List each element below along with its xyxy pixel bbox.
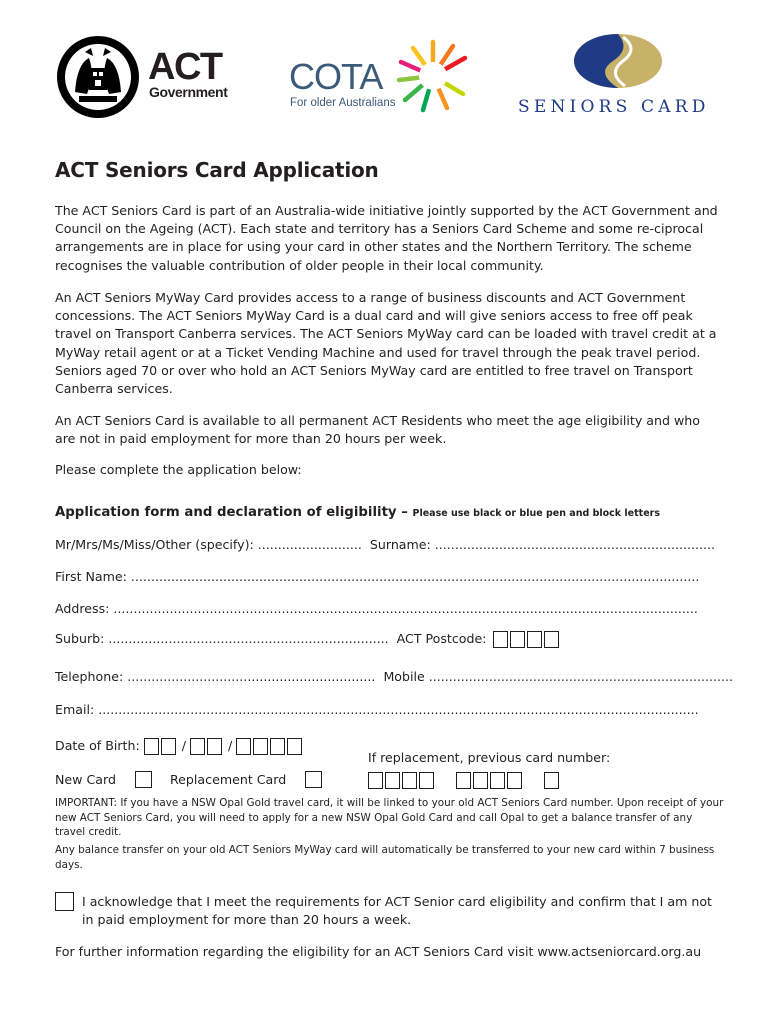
form-heading-note: Please use black or blue pen and block letters [412, 508, 660, 519]
postcode-digit-box[interactable] [544, 631, 559, 648]
act-logo-text: ACT [148, 46, 222, 88]
replacement-card-label: Replacement Card [170, 772, 287, 787]
mobile-field[interactable]: ............................................................................ [428, 669, 734, 684]
dob-year-box[interactable] [270, 738, 285, 755]
dob-year-box[interactable] [287, 738, 302, 755]
new-card-label: New Card [55, 772, 116, 787]
postcode-digit-box[interactable] [493, 631, 508, 648]
dob-month-box[interactable] [190, 738, 205, 755]
prev-card-digit-box[interactable] [507, 772, 522, 789]
previous-card-number-boxes [368, 770, 561, 789]
prev-card-digit-box[interactable] [402, 772, 417, 789]
dob-year-box[interactable] [236, 738, 251, 755]
dob-year-box[interactable] [253, 738, 268, 755]
postcode-digit-box[interactable] [527, 631, 542, 648]
suburb-row [55, 631, 561, 648]
email-field[interactable]: ...................................................................................................................................................... [98, 702, 699, 717]
first-name-label: First Name: [55, 569, 127, 584]
dob-label: Date of Birth: [55, 738, 140, 753]
telephone-label: Telephone: [55, 669, 124, 684]
dob-row [55, 738, 304, 755]
prev-card-digit-box[interactable] [456, 772, 471, 789]
prev-card-digit-box[interactable] [419, 772, 434, 789]
prev-card-digit-box[interactable] [385, 772, 400, 789]
seniors-card-emblem-icon [573, 33, 663, 89]
act-crest-icon [55, 34, 141, 120]
intro-paragraph-3: An ACT Seniors Card is available to all permanent ACT Residents who meet the age eligibility and who are not in paid employment for more than 20 hours per week. [55, 413, 700, 447]
acknowledgement-checkbox[interactable] [55, 892, 74, 911]
email-label: Email: [55, 702, 95, 717]
footer-info: For further information regarding the eligibility for an ACT Seniors Card visit www.actseniorcard.org.au [55, 944, 702, 959]
prev-card-digit-box[interactable] [473, 772, 488, 789]
prev-card-digit-box[interactable] [368, 772, 383, 789]
cota-logo [289, 36, 474, 116]
mobile-label: Mobile [383, 669, 425, 684]
dob-month-box[interactable] [207, 738, 222, 755]
dob-day-box[interactable] [144, 738, 159, 755]
acknowledgement-text: I acknowledge that I meet the requirements for ACT Senior card eligibility and confirm that I am not in paid employment for more than 20 hours a week. [82, 894, 712, 928]
surname-label: Surname: [369, 537, 431, 552]
intro-paragraph-1: The ACT Seniors Card is part of an Australia-wide initiative jointly supported by the ACT Government and Council on the Ageing (ACT). Each state and territory has a Seniors Card Scheme and some re-ciprocal arrangements are in place for using your card in other states and the Northern Territory. The scheme recognises the valuable contribution of older people in their local community. [55, 203, 718, 273]
address-row [55, 601, 698, 616]
address-label: Address: [55, 601, 110, 616]
important-note-2: Any balance transfer on your old ACT Seniors MyWay card will automatically be transferred to your new card within 7 business days. [55, 844, 715, 871]
prev-card-digit-box[interactable] [490, 772, 505, 789]
page-title: ACT Seniors Card Application [55, 158, 379, 182]
intro-paragraph-4: Please complete the application below: [55, 462, 302, 477]
seniors-card-text: SENIORS CARD [518, 97, 710, 117]
title-surname-row [55, 537, 715, 552]
replacement-card-checkbox[interactable] [305, 771, 322, 788]
address-field[interactable]: .................................................................................................................................................. [113, 601, 698, 616]
act-logo-subtext: Government [149, 84, 228, 100]
postcode-digit-box[interactable] [510, 631, 525, 648]
replacement-prev-label: If replacement, previous card number: [368, 750, 611, 765]
seniors-card-logo [515, 33, 725, 123]
suburb-field[interactable]: ...................................................................... [108, 631, 389, 646]
title-field[interactable]: .......................... [257, 537, 362, 552]
first-name-row [55, 569, 699, 584]
first-name-field[interactable]: .............................................................................................................................................. [130, 569, 700, 584]
new-card-checkbox[interactable] [135, 771, 152, 788]
email-row [55, 702, 699, 717]
cota-logo-text: COTA [289, 56, 383, 97]
date-separator: / [228, 738, 233, 753]
dob-day-box[interactable] [161, 738, 176, 755]
date-separator: / [181, 738, 187, 753]
form-heading [55, 505, 660, 520]
suburb-label: Suburb: [55, 631, 105, 646]
surname-field[interactable]: ...................................................................... [434, 537, 716, 552]
title-label: Mr/Mrs/Ms/Miss/Other (specify): [55, 537, 254, 552]
postcode-label: ACT Postcode: [396, 631, 487, 646]
telephone-field[interactable]: .............................................................. [127, 669, 376, 684]
important-note-1: IMPORTANT: If you have a NSW Opal Gold travel card, it will be linked to your old ACT Seniors Card number. Upon receipt of your new ACT Seniors Card, you will need to apply for a new NSW Opal Gold Card and call Opal to get a balance transfer of any travel credit. [55, 797, 724, 839]
postcode-boxes [493, 631, 561, 646]
prev-card-digit-box[interactable] [544, 772, 559, 789]
cota-tagline: For older Australians [290, 97, 396, 109]
cota-sunburst-icon [393, 36, 473, 116]
act-government-logo [55, 34, 230, 120]
form-heading-text: Application form and declaration of eligibility – [55, 505, 408, 520]
telephone-row [55, 669, 733, 684]
intro-paragraph-2: An ACT Seniors MyWay Card provides access to a range of business discounts and ACT Government concessions. The ACT Seniors MyWay Card is a dual card and will give seniors access to free off peak travel on Transport Canberra services. The ACT Seniors MyWay card can be loaded with travel credit at a MyWay retail agent or at a Ticket Vending Machine and used for travel through the peak travel period. Seniors aged 70 or over who hold an ACT Seniors MyWay card are entitled to free travel on Transport Canberra services. [55, 290, 717, 397]
